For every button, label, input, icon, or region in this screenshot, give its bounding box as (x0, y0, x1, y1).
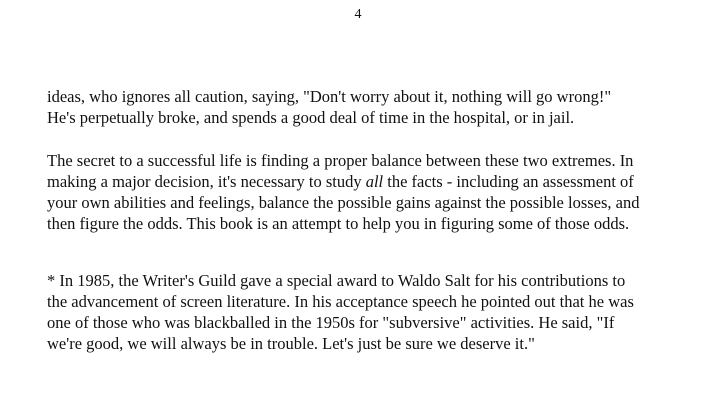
page-number: 4 (354, 7, 362, 22)
text-line: we're good, we will always be in trouble. Let's just be sure we deserve it." (47, 334, 535, 353)
text-line: one of those who was blackballed in the 1950s for "subversive" activities. He said, "If (47, 313, 615, 332)
footnote (47, 270, 707, 354)
text-line: * In 1985, the Writer's Guild gave a special award to Waldo Salt for his contributions to (47, 271, 626, 290)
paragraph-balance (47, 150, 707, 234)
text-line: then figure the odds. This book is an attempt to help you in figuring some of those odds. (47, 214, 630, 233)
emphasized-word: all (365, 172, 384, 191)
text-line: ideas, who ignores all caution, saying, "Don't worry about it, nothing will go wrong!" (47, 87, 612, 106)
text-line: your own abilities and feelings, balance the possible gains against the possible losses, and (47, 193, 640, 212)
text-line: the advancement of screen literature. In his acceptance speech he pointed out that he was (47, 292, 634, 311)
text-line: He's perpetually broke, and spends a good deal of time in the hospital, or in jail. (47, 108, 575, 127)
text-line: The secret to a successful life is finding a proper balance between these two extremes. In (47, 151, 634, 170)
text-segment: the facts - including an assessment of (383, 172, 634, 191)
paragraph-continuation (47, 86, 707, 128)
text-segment: making a major decision, it's necessary to study (47, 172, 366, 191)
text-line (47, 171, 707, 192)
